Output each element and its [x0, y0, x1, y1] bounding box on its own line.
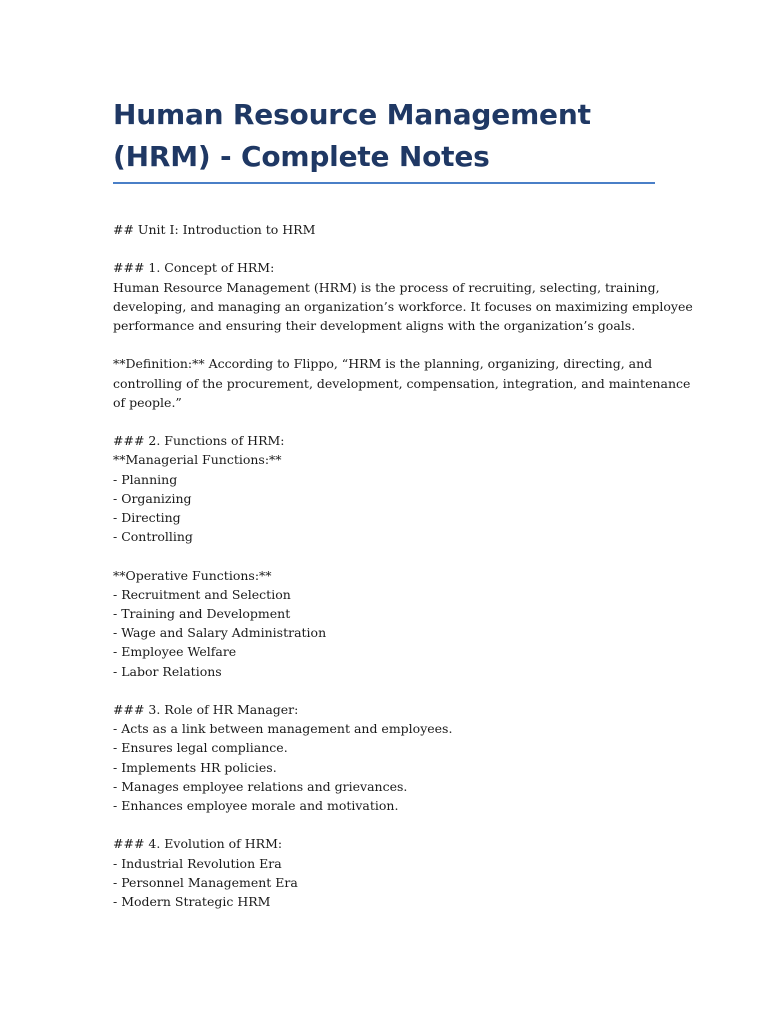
list-item: - Controlling [113, 529, 193, 545]
document-body [113, 220, 693, 911]
list-item: - Planning [113, 471, 178, 487]
list-item: - Modern Strategic HRM [113, 894, 271, 910]
definition-line: controlling of the procurement, development, compensation, integration, and maintenance [113, 375, 691, 391]
unit-heading: ## Unit I: Introduction to HRM [113, 222, 316, 237]
list-item: - Ensures legal compliance. [113, 740, 288, 756]
evolution-heading: ### 4. Evolution of HRM: [113, 836, 283, 852]
list-item: - Acts as a link between management and employees. [113, 721, 453, 737]
document-title: Human Resource Management (HRM) - Complete Notes [113, 98, 591, 173]
concept-heading: ### 1. Concept of HRM: [113, 260, 275, 276]
list-item: - Training and Development [113, 606, 291, 621]
concept-line: Human Resource Management (HRM) is the process of recruiting, selecting, training, [113, 279, 660, 295]
managerial-label: **Managerial Functions:** [113, 452, 282, 468]
definition-line: of people.” [113, 394, 182, 410]
list-item: - Manages employee relations and grievances. [113, 778, 408, 794]
list-item: - Recruitment and Selection [113, 586, 291, 602]
list-item: - Directing [113, 510, 181, 525]
document-page [113, 94, 693, 911]
list-item: - Enhances employee morale and motivation. [113, 798, 399, 814]
operative-label: **Operative Functions:** [113, 567, 272, 583]
list-item: - Wage and Salary Administration [113, 625, 327, 641]
role-heading: ### 3. Role of HR Manager: [113, 702, 299, 717]
functions-heading: ### 2. Functions of HRM: [113, 433, 285, 449]
list-item: - Organizing [113, 490, 192, 506]
list-item: - Employee Welfare [113, 644, 237, 660]
list-item: - Labor Relations [113, 663, 222, 679]
concept-line: performance and ensuring their development aligns with the organization’s goals. [113, 318, 636, 333]
concept-line: developing, and managing an organization’s workforce. It focuses on maximizing employee [113, 298, 693, 314]
list-item: - Personnel Management Era [113, 874, 298, 890]
definition-line: **Definition:** According to Flippo, “HRM is the planning, organizing, directing, and [113, 356, 653, 372]
title-underline [113, 182, 655, 184]
list-item: - Industrial Revolution Era [113, 855, 282, 871]
list-item: - Implements HR policies. [113, 759, 277, 775]
